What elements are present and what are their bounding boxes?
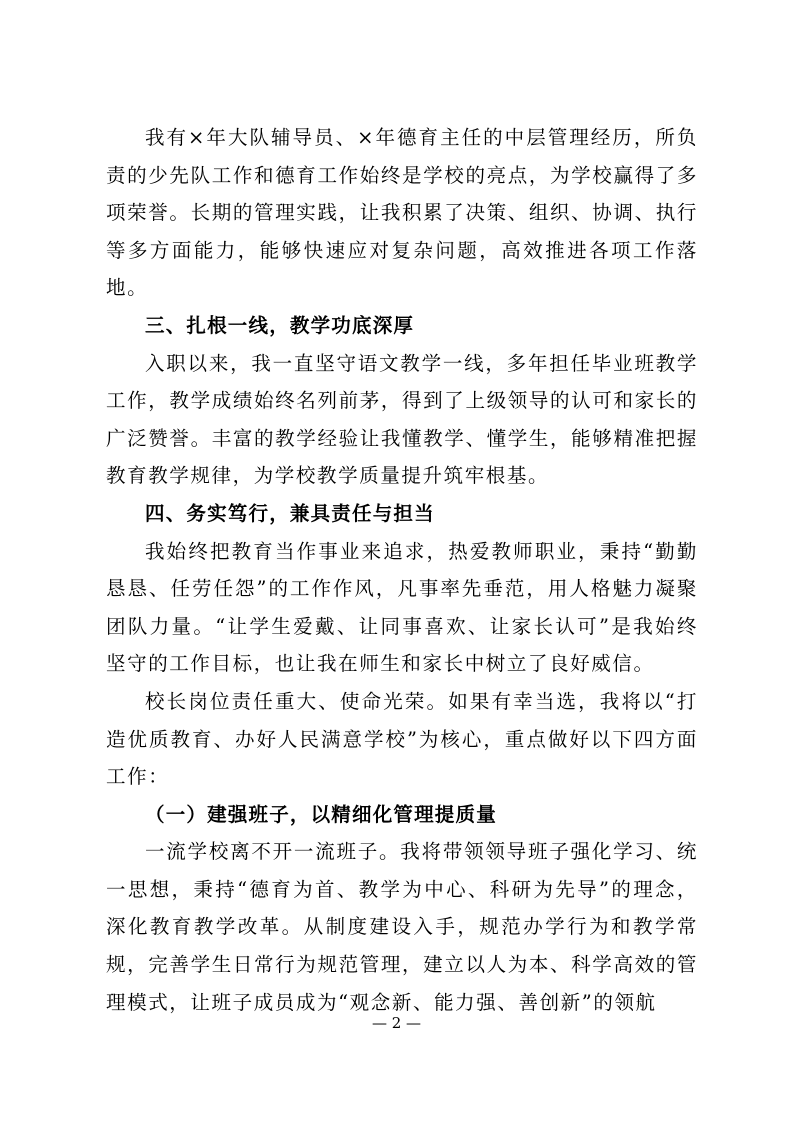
section-heading-3: 三、扎根一线，教学功底深厚 bbox=[145, 313, 415, 337]
section-heading-4: 四、务实笃行，兼具责任与担当 bbox=[145, 501, 435, 525]
document-body bbox=[106, 119, 698, 1021]
paragraph-management-experience: 我有×年大队辅导员、×年德育主任的中层管理经历，所负责的少先队工作和德育工作始终是学校的亮点，为学校赢得了多项荣誉。长期的管理实践，让我积累了决策、组织、协调、执行等多方面能力，能够快速应对复杂问题，高效推进各项工作落地。 bbox=[106, 126, 698, 300]
paragraph-leadership-team: 一流学校离不开一流班子。我将带领领导班子强化学习、统一思想，秉持“德育为首、教学为中心、科研为先导”的理念，深化教育教学改革。从制度建设入手，规范办学行为和教学常规，完善学生日常行为规范管理，建立以人为本、科学高效的管理模式，让班子成员成为“观念新、能力强、善创新”的领航 bbox=[106, 840, 698, 1014]
page-number: — 2 — bbox=[371, 1014, 422, 1032]
paragraph-teaching: 入职以来，我一直坚守语文教学一线，多年担任毕业班教学工作，教学成绩始终名列前茅，得到了上级领导的认可和家长的广泛赞誉。丰富的教学经验让我懂教学、懂学生，能够精准把握教育教学规律，为学校教学质量提升筑牢根基。 bbox=[106, 351, 698, 488]
paragraph-responsibility: 我始终把教育当作事业来追求，热爱教师职业，秉持“勤勤恳恳、任劳任怨”的工作作风，凡事率先垂范，用人格魅力凝聚团队力量。“让学生爱戴、让同事喜欢、让家长认可”是我始终坚守的工作目标，也让我在师生和家长中树立了良好威信。 bbox=[106, 539, 698, 676]
subsection-heading-1: （一）建强班子，以精细化管理提质量 bbox=[145, 802, 497, 826]
paragraph-plan-intro: 校长岗位责任重大、使命光荣。如果有幸当选，我将以“打造优质教育、办好人民满意学校”为核心，重点做好以下四方面工作： bbox=[106, 689, 698, 789]
